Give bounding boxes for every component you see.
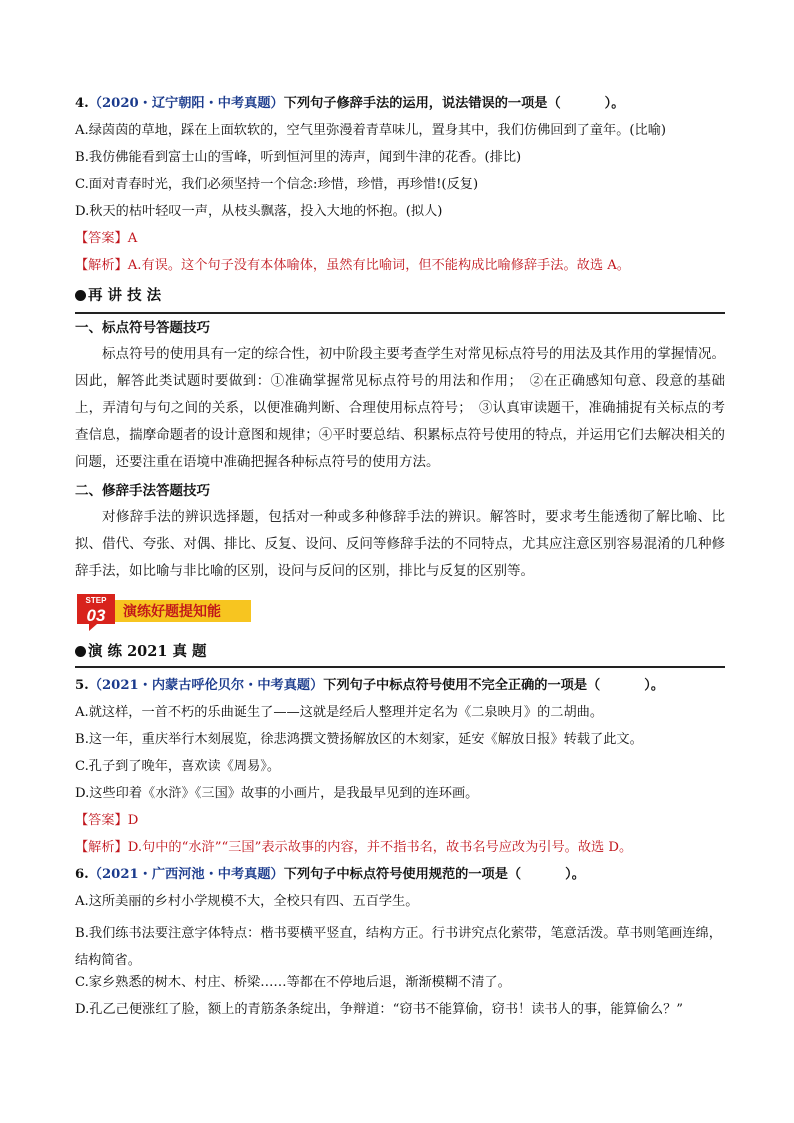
q5-option-c: C.孔子到了晚年，喜欢读《周易》。 xyxy=(75,759,281,774)
section-divider xyxy=(75,312,725,314)
q6-option-b: B.我们练书法要注意字体特点：楷书要横平竖直，结构方正。行书讲究点化萦带，笔意活泼。草书则笔画连绵，结构简省。 xyxy=(75,926,722,968)
step-banner xyxy=(75,590,255,632)
q6-source: （2021・广西河池・中考真题） xyxy=(88,867,284,882)
step-banner-graphic xyxy=(75,590,255,632)
q5-source: （2021・内蒙古呼伦贝尔・中考真题） xyxy=(88,678,324,693)
q4-number: 4. xyxy=(75,96,89,111)
q5-analysis-label: 【解析】 xyxy=(75,840,128,855)
bullet-icon xyxy=(75,646,86,657)
q6-stem xyxy=(75,866,725,884)
q4-source: （2020・辽宁朝阳・中考真题） xyxy=(88,96,284,111)
q4-analysis xyxy=(75,257,725,275)
q5-stem xyxy=(75,677,725,695)
q4-stem xyxy=(75,95,725,113)
section-divider xyxy=(75,666,725,668)
section-practice-title: 演 练 2021 真 题 xyxy=(75,642,207,662)
q6-number: 6. xyxy=(75,867,89,882)
q5-analysis xyxy=(75,839,725,857)
q4-option-d: D.秋天的枯叶轻叹一声，从枝头飘落，投入大地的怀抱。(拟人) xyxy=(75,204,443,219)
q5-answer-label: 【答案】 xyxy=(75,813,128,828)
q5-question-end: ）。 xyxy=(644,678,665,693)
q4-option-b: B.我仿佛能看到富士山的雪峰，听到恒河里的涛声，闻到牛津的花香。(排比) xyxy=(75,150,522,165)
section-techniques-title: 再 讲 技 法 xyxy=(75,286,161,306)
punctuation-technique-text: 标点符号的使用具有一定的综合性，初中阶段主要考查学生对常见标点符号的用法及其作用的掌握情况。因此，解答此类试题时要做到：①准确掌握常见标点符号的用法和作用； ②在正确感知句意、段意的基础上，弄清句与句之间的关系，以便准确判断、合理使用标点符号； ③认真审读题干，准确捕捉有关标点的考查信息，揣摩命题者的设计意图和规律；④平时要总结、积累标点符号使用的特点，并运用它们去解决相关的问题，还要注重在语境中准确把握各种标点符号的使用方法。 xyxy=(75,346,725,470)
q6-question: 下列句子中标点符号使用规范的一项是（ xyxy=(283,867,522,882)
q5-question: 下列句子中标点符号使用不完全正确的一项是（ xyxy=(323,678,601,693)
q5-answer-value: D xyxy=(127,813,139,828)
q5-number: 5. xyxy=(75,678,89,693)
q4-analysis-label: 【解析】 xyxy=(75,258,128,273)
q4-answer xyxy=(75,230,725,248)
rhetoric-technique-text: 对修辞手法的辨识选择题，包括对一种或多种修辞手法的辨识。解答时，要求考生能透彻了解比喻、比拟、借代、夸张、对偶、排比、反复、设问、反问等修辞手法的不同特点，尤其应注意区别容易混淆的几种修辞手法，如比喻与非比喻的区别，设问与反问的区别，排比与反复的区别等。 xyxy=(75,509,725,579)
step-word: STEP xyxy=(85,596,107,605)
q4-analysis-text: A.有误。这个句子没有本体喻体，虽然有比喻词，但不能构成比喻修辞手法。故选 A。 xyxy=(127,258,630,273)
q5-option-a: A.就这样，一首不朽的乐曲诞生了——这就是经后人整理并定名为《二泉映月》的二胡曲。 xyxy=(75,705,604,720)
q4-option-c: C.面对青春时光，我们必须坚持一个信念:珍惜，珍惜，再珍惜!(反复) xyxy=(75,177,479,192)
q5-option-d: D.这些印着《水浒》《三国》故事的小画片，是我最早见到的连环画。 xyxy=(75,786,479,801)
sub-section-punctuation-title: 一、标点符号答题技巧 xyxy=(75,320,210,336)
step-number: 03 xyxy=(86,606,106,625)
q6-question-end: ）。 xyxy=(565,867,585,882)
step-label: 演练好题提知能 xyxy=(123,604,221,620)
bullet-icon xyxy=(75,290,86,301)
q5-option-b: B.这一年，重庆举行木刻展览，徐悲鸿撰文赞扬解放区的木刻家，延安《解放日报》转载了此文。 xyxy=(75,732,643,747)
q4-question-end: ）。 xyxy=(604,96,625,111)
q5-analysis-text: D.句中的“水浒”“三国”表示故事的内容，并不指书名，故书名号应改为引号。故选 D。 xyxy=(127,840,633,855)
q4-answer-label: 【答案】 xyxy=(75,231,128,246)
q4-option-a: A.绿茵茵的草地，踩在上面软软的，空气里弥漫着青草味儿，置身其中，我们仿佛回到了童年。(比喻) xyxy=(75,123,667,138)
q4-question: 下列句子修辞手法的运用，说法错误的一项是（ xyxy=(283,96,561,111)
q6-option-c: C.家乡熟悉的树木、村庄、桥梁……等都在不停地后退，渐渐模糊不清了。 xyxy=(75,975,511,990)
sub-section-rhetoric-title: 二、修辞手法答题技巧 xyxy=(75,483,210,499)
q4-answer-value: A xyxy=(127,231,138,246)
q6-option-d: D.孔乙己便涨红了脸，额上的青筋条条绽出，争辩道：“窃书不能算偷，窃书！读书人的事，能算偷么？” xyxy=(75,1002,684,1017)
q6-option-a: A.这所美丽的乡村小学规模不大，全校只有四、五百学生。 xyxy=(75,894,419,909)
q5-answer xyxy=(75,812,725,830)
